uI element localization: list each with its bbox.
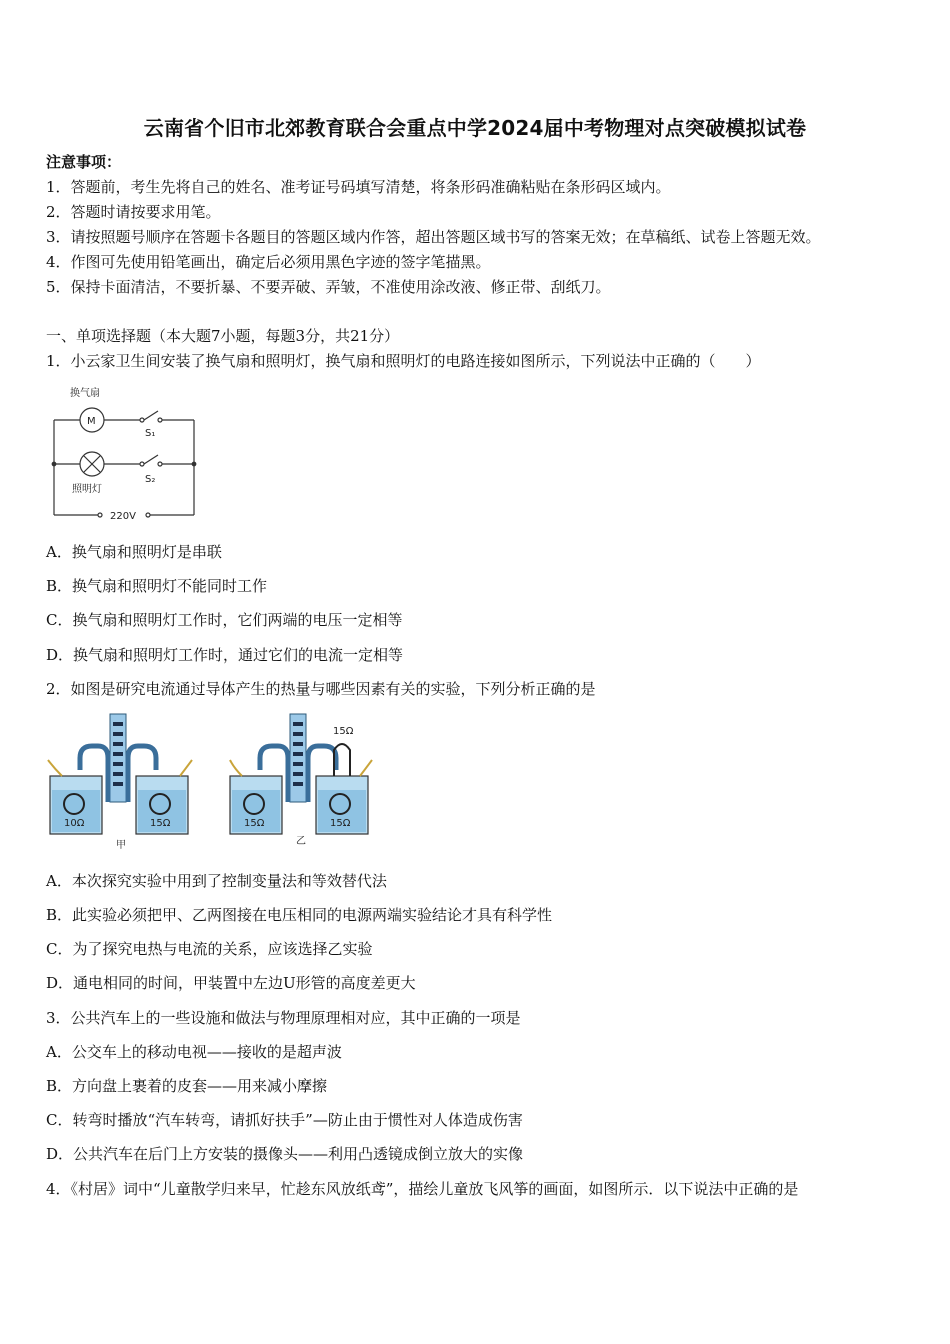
q3-option-d: D．公共汽车在后门上方安装的摄像头——利用凸透镜成倒立放大的实像 bbox=[46, 1145, 524, 1163]
notice-item: 2．答题时请按要求用笔。 bbox=[46, 203, 221, 221]
q1-option-c: C．换气扇和照明灯工作时，它们两端的电压一定相等 bbox=[46, 611, 403, 629]
notice-heading: 注意事项： bbox=[46, 153, 122, 171]
apparatus-jia-caption: 甲 bbox=[116, 840, 126, 851]
q2-option-a: A．本次探究实验中用到了控制变量法和等效替代法 bbox=[46, 872, 387, 890]
fan-label: 换气扇 bbox=[70, 388, 100, 399]
voltage-label: 220V bbox=[110, 511, 136, 522]
notice-item: 5．保持卡面清洁，不要折暴、不要弄破、弄皱，不准使用涂改液、修正带、刮纸刀。 bbox=[46, 278, 611, 296]
question-2-stem: 2．如图是研究电流通过导体产生的热量与哪些因素有关的实验，下列分析正确的是 bbox=[46, 680, 596, 698]
question-3-stem: 3．公共汽车上的一些设施和做法与物理原理相对应，其中正确的一项是 bbox=[46, 1009, 521, 1027]
q1-option-a: A．换气扇和照明灯是串联 bbox=[46, 543, 222, 561]
resistor-15-left-label: 15Ω bbox=[244, 818, 265, 829]
notice-item: 4．作图可先使用铅笔画出，确定后必须用黑色字迹的签字笔描黑。 bbox=[46, 253, 491, 271]
section-heading: 一、单项选择题（本大题7小题，每题3分，共21分） bbox=[46, 327, 400, 345]
lamp-label: 照明灯 bbox=[72, 484, 102, 495]
resistor-15-label: 15Ω bbox=[150, 818, 171, 829]
heat-experiment-figure bbox=[44, 710, 374, 852]
motor-symbol: M bbox=[87, 416, 96, 427]
q2-option-d: D．通电相同的时间，甲装置中左边U形管的高度差更大 bbox=[46, 974, 416, 992]
apparatus-yi bbox=[230, 714, 372, 847]
resistor-15-right-label: 15Ω bbox=[330, 818, 351, 829]
switch-s2-label: S₂ bbox=[145, 474, 156, 485]
question-1-stem: 1．小云家卫生间安装了换气扇和照明灯，换气扇和照明灯的电路连接如图所示，下列说法中正确的（ ） bbox=[46, 352, 761, 370]
q1-option-d: D．换气扇和照明灯工作时，通过它们的电流一定相等 bbox=[46, 646, 404, 664]
apparatus-jia bbox=[48, 714, 192, 851]
q3-option-b: B．方向盘上裹着的皮套——用来减小摩擦 bbox=[46, 1077, 328, 1095]
resistor-10-label: 10Ω bbox=[64, 818, 85, 829]
question-4-stem: 4．《村居》词中“儿童散学归来早，忙趁东风放纸鸢”，描绘儿童放飞风筝的画面，如图所示．以下说法中正确的是 bbox=[46, 1180, 799, 1198]
q2-option-c: C．为了探究电热与电流的关系，应该选择乙实验 bbox=[46, 940, 373, 958]
notice-item: 1．答题前，考生先将自己的姓名、准考证号码填写清楚，将条形码准确粘贴在条形码区域内。 bbox=[46, 178, 671, 196]
resistor-15-outside-label: 15Ω bbox=[333, 726, 354, 737]
q2-option-b: B．此实验必须把甲、乙两图接在电压相同的电源两端实验结论才具有科学性 bbox=[46, 906, 553, 924]
apparatus-yi-caption: 乙 bbox=[296, 836, 306, 847]
switch-s1-label: S₁ bbox=[145, 428, 156, 439]
q1-option-b: B．换气扇和照明灯不能同时工作 bbox=[46, 577, 268, 595]
q3-option-a: A．公交车上的移动电视——接收的是超声波 bbox=[46, 1043, 342, 1061]
page-title: 云南省个旧市北郊教育联合会重点中学2024届中考物理对点突破模拟试卷 bbox=[143, 116, 807, 140]
circuit-diagram bbox=[44, 380, 204, 522]
notice-item: 3．请按照题号顺序在答题卡各题目的答题区域内作答，超出答题区域书写的答案无效；在草稿纸、试卷上答题无效。 bbox=[46, 228, 821, 246]
q3-option-c: C．转弯时播放“汽车转弯，请抓好扶手”—防止由于惯性对人体造成伤害 bbox=[46, 1111, 523, 1129]
